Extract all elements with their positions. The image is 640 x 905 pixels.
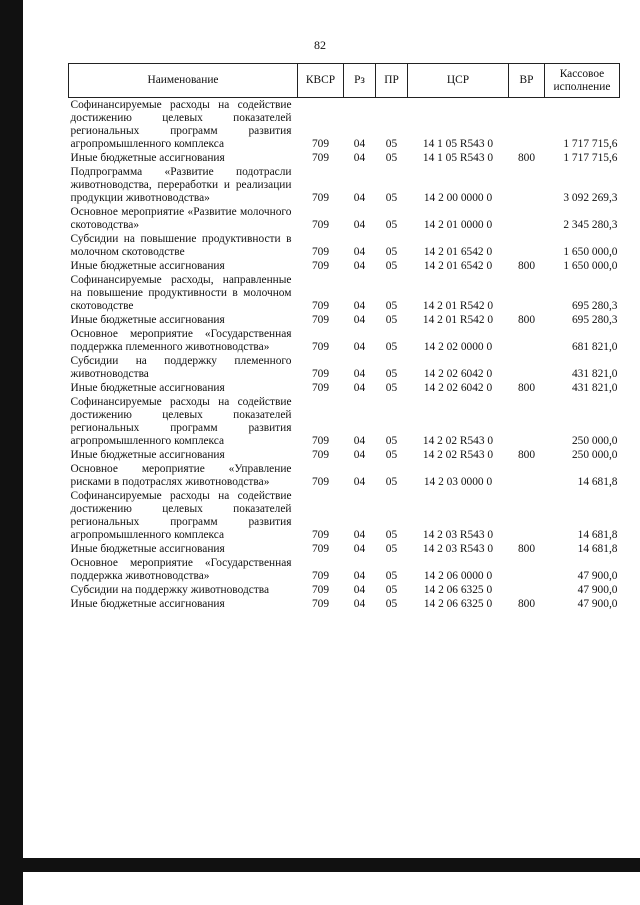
cell-amount: 14 681,8 [577,543,618,555]
cell-csr: 14 2 01 0000 0 [423,219,493,231]
table-row [69,542,620,556]
cell-kvsr: 709 [311,300,330,312]
cell-vr: 800 [517,260,536,272]
cell-pr: 05 [385,449,398,461]
cell-vr: 800 [517,314,536,326]
cell-vr [509,489,545,542]
cell-csr: 14 2 01 6542 0 [423,246,493,258]
cell-amount: 1 650 000,0 [563,260,618,272]
cell-csr: 14 1 05 R543 0 [422,152,494,164]
cell-csr: 14 2 06 0000 0 [423,570,493,582]
cell-pr: 05 [385,598,398,610]
header-rz: Рз [344,64,376,98]
cell-name: Основное мероприятие «Развитие молочного скотоводства» [70,206,292,231]
cell-rz: 04 [353,138,366,150]
cell-rz: 04 [353,476,366,488]
cell-pr: 05 [385,529,398,541]
table-row [69,583,620,597]
cell-rz: 04 [353,341,366,353]
cell-kvsr: 709 [311,584,330,596]
cell-csr: 14 2 02 R543 0 [422,449,494,461]
cell-amount: 431 821,0 [571,382,618,394]
cell-name: Софинансируемые расходы на содействие достижению целевых показателей региональных программ развития агропромышленного комплекса [70,490,292,541]
cell-amount: 47 900,0 [577,598,618,610]
cell-csr: 14 2 02 0000 0 [423,341,493,353]
cell-pr: 05 [385,314,398,326]
table-row [69,381,620,395]
cell-csr: 14 2 01 R542 0 [422,300,494,312]
cell-kvsr: 709 [311,570,330,582]
cell-pr: 05 [385,192,398,204]
cell-pr: 05 [385,382,398,394]
cell-kvsr: 709 [311,152,330,164]
cell-kvsr: 709 [311,219,330,231]
table-row [69,462,620,489]
cell-name: Иные бюджетные ассигнования [70,543,225,555]
cell-rz: 04 [353,584,366,596]
header-amount: Кассовое исполнение [545,64,620,98]
cell-rz: 04 [353,300,366,312]
cell-rz: 04 [353,314,366,326]
cell-rz: 04 [353,598,366,610]
table-row [69,273,620,313]
cell-pr: 05 [385,435,398,447]
cell-name: Иные бюджетные ассигнования [70,152,225,164]
cell-vr [509,205,545,232]
cell-rz: 04 [353,192,366,204]
cell-kvsr: 709 [311,435,330,447]
cell-vr [509,273,545,313]
cell-amount: 1 717 715,6 [563,152,618,164]
cell-vr [509,165,545,205]
cell-pr: 05 [385,543,398,555]
cell-amount: 1 717 715,6 [563,138,618,150]
table-header [69,64,620,98]
table-row [69,151,620,165]
cell-csr: 14 2 01 R542 0 [422,314,494,326]
cell-name: Иные бюджетные ассигнования [70,314,225,326]
cell-kvsr: 709 [311,138,330,150]
cell-rz: 04 [353,219,366,231]
cell-vr [509,232,545,259]
cell-csr: 14 2 02 6042 0 [423,382,493,394]
cell-amount: 250 000,0 [571,449,618,461]
cell-pr: 05 [385,138,398,150]
cell-vr [509,556,545,583]
header-kvsr: КВСР [298,64,344,98]
cell-pr: 05 [385,584,398,596]
cell-amount: 695 280,3 [571,300,618,312]
cell-rz: 04 [353,260,366,272]
table-row [69,259,620,273]
cell-kvsr: 709 [311,449,330,461]
cell-vr [509,327,545,354]
header-name: Наименование [69,64,298,98]
cell-kvsr: 709 [311,382,330,394]
cell-csr: 14 2 02 6042 0 [423,368,493,380]
cell-kvsr: 709 [311,192,330,204]
cell-name: Софинансируемые расходы, направленные на повышение продуктивности в молочном скотоводстве [70,274,292,312]
cell-vr: 800 [517,449,536,461]
cell-vr: 800 [517,543,536,555]
cell-vr: 800 [517,152,536,164]
cell-name: Софинансируемые расходы на содействие достижению целевых показателей региональных программ развития агропромышленного комплекса [70,99,292,150]
cell-name: Подпрограмма «Развитие подотрасли животноводства, переработки и реализации продукции животноводства» [70,166,292,204]
cell-kvsr: 709 [311,476,330,488]
cell-rz: 04 [353,543,366,555]
cell-vr [509,462,545,489]
cell-name: Иные бюджетные ассигнования [70,449,225,461]
cell-amount: 431 821,0 [571,368,618,380]
cell-vr [509,98,545,152]
cell-csr: 14 2 01 6542 0 [423,260,493,272]
cell-pr: 05 [385,570,398,582]
cell-name: Субсидии на поддержку животноводства [70,584,270,596]
cell-pr: 05 [385,152,398,164]
table-row [69,395,620,448]
scan-bottom-edge [0,858,640,872]
table-row [69,597,620,611]
cell-vr [509,395,545,448]
cell-rz: 04 [353,529,366,541]
cell-amount: 1 650 000,0 [563,246,618,258]
header-pr: ПР [376,64,408,98]
cell-kvsr: 709 [311,598,330,610]
cell-name: Софинансируемые расходы на содействие достижению целевых показателей региональных программ развития агропромышленного комплекса [70,396,292,447]
header-vr: ВР [509,64,545,98]
cell-name: Основное мероприятие «Государственная поддержка племенного животноводства» [70,328,292,353]
cell-amount: 14 681,8 [577,529,618,541]
cell-csr: 14 2 00 0000 0 [423,192,493,204]
table-row [69,205,620,232]
cell-vr: 800 [517,598,536,610]
table-row [69,489,620,542]
cell-amount: 681 821,0 [571,341,618,353]
cell-kvsr: 709 [311,314,330,326]
cell-name: Основное мероприятие «Управление рисками в подотраслях животноводства» [70,463,292,488]
cell-pr: 05 [385,300,398,312]
cell-csr: 14 2 03 0000 0 [423,476,493,488]
table-row [69,98,620,152]
table-row [69,327,620,354]
cell-pr: 05 [385,368,398,380]
cell-pr: 05 [385,260,398,272]
cell-rz: 04 [353,368,366,380]
cell-vr [509,354,545,381]
table-row [69,354,620,381]
cell-kvsr: 709 [311,246,330,258]
cell-amount: 3 092 269,3 [563,192,618,204]
cell-pr: 05 [385,246,398,258]
cell-amount: 47 900,0 [577,570,618,582]
cell-pr: 05 [385,476,398,488]
cell-rz: 04 [353,449,366,461]
cell-pr: 05 [385,219,398,231]
table-row [69,448,620,462]
table-row [69,556,620,583]
cell-rz: 04 [353,152,366,164]
cell-name: Субсидии на поддержку племенного животноводства [70,355,292,380]
budget-table [68,63,620,611]
cell-csr: 14 2 06 6325 0 [423,584,493,596]
cell-name: Иные бюджетные ассигнования [70,260,225,272]
table-body [69,98,620,612]
cell-csr: 14 2 03 R543 0 [422,529,494,541]
cell-rz: 04 [353,382,366,394]
cell-name: Иные бюджетные ассигнования [70,598,225,610]
table-row [69,313,620,327]
cell-csr: 14 2 03 R543 0 [422,543,494,555]
cell-csr: 14 1 05 R543 0 [422,138,494,150]
scan-left-edge [0,0,23,905]
cell-vr [509,583,545,597]
cell-rz: 04 [353,246,366,258]
cell-name: Основное мероприятие «Государственная поддержка животноводства» [70,557,292,582]
cell-amount: 2 345 280,3 [563,219,618,231]
cell-amount: 250 000,0 [571,435,618,447]
cell-kvsr: 709 [311,341,330,353]
cell-amount: 14 681,8 [577,476,618,488]
cell-name: Субсидии на повышение продуктивности в молочном скотоводстве [70,233,292,258]
cell-kvsr: 709 [311,260,330,272]
cell-rz: 04 [353,435,366,447]
cell-kvsr: 709 [311,543,330,555]
header-csr: ЦСР [408,64,509,98]
cell-csr: 14 2 06 6325 0 [423,598,493,610]
cell-kvsr: 709 [311,368,330,380]
cell-amount: 695 280,3 [571,314,618,326]
cell-amount: 47 900,0 [577,584,618,596]
cell-csr: 14 2 02 R543 0 [422,435,494,447]
table-row [69,232,620,259]
cell-name: Иные бюджетные ассигнования [70,382,225,394]
cell-kvsr: 709 [311,529,330,541]
cell-vr: 800 [517,382,536,394]
cell-pr: 05 [385,341,398,353]
cell-rz: 04 [353,570,366,582]
page-number: 82 [314,38,326,52]
table-row [69,165,620,205]
